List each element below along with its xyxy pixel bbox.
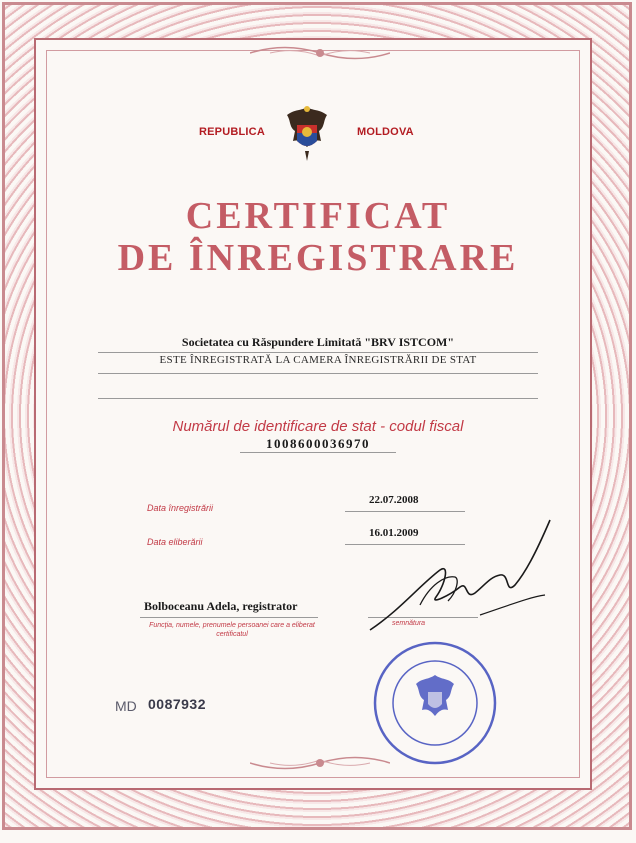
registration-date-value: 22.07.2008 xyxy=(369,494,419,506)
id-number-value: 1008600036970 xyxy=(266,436,370,451)
company-name: Societatea cu Răspundere Limitată "BRV ISTCOM" xyxy=(181,335,455,349)
id-number-label: Numărul de identificare de stat - codul fiscal xyxy=(172,418,464,435)
signature-caption: semnătura xyxy=(392,620,426,627)
header-left-word: REPUBLICA xyxy=(199,126,265,138)
registrar-caption: Funcţia, numele, prenumele persoanei care a eliberat certificatul xyxy=(149,622,315,638)
top-ornament-icon xyxy=(250,44,390,62)
signature-icon xyxy=(360,515,560,635)
registration-date-label: Data înregistrării xyxy=(147,503,214,513)
divider xyxy=(140,617,318,618)
divider xyxy=(98,373,538,374)
bottom-ornament-icon xyxy=(250,754,390,772)
registrar-name: Bolboceanu Adela, registrator xyxy=(144,599,298,613)
coat-of-arms-icon xyxy=(279,101,335,165)
header-right-word: MOLDOVA xyxy=(357,126,414,138)
divider xyxy=(98,398,538,399)
issue-date-label: Data eliberării xyxy=(147,537,203,547)
certificate-title-line2: DE ÎNREGISTRARE xyxy=(117,237,519,279)
registered-statement: ESTE ÎNREGISTRATĂ LA CAMERA ÎNREGISTRĂRII DE STAT xyxy=(159,354,477,366)
issue-date-value: 16.01.2009 xyxy=(369,527,419,539)
divider xyxy=(240,452,396,453)
serial-prefix: MD xyxy=(115,698,137,714)
serial-number: 0087932 xyxy=(148,696,207,712)
divider xyxy=(98,352,538,353)
divider xyxy=(345,511,465,512)
certificate-title-line1: CERTIFICAT xyxy=(185,195,451,237)
official-stamp-icon xyxy=(372,640,498,766)
